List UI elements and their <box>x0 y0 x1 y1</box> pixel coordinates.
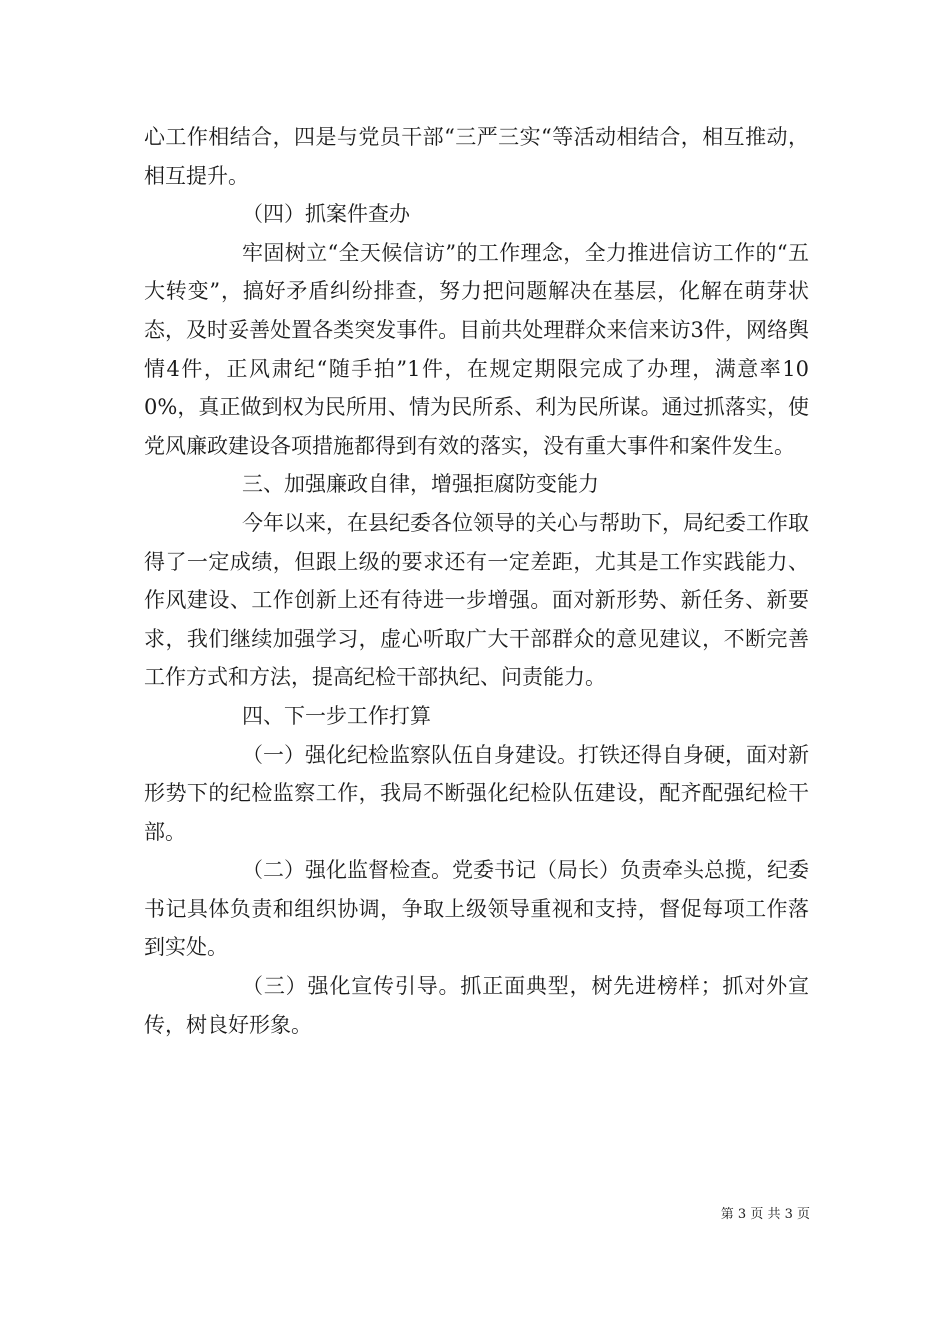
paragraph-next-step-1: （一）强化纪检监察队伍自身建设。打铁还得自身硬，面对新形势下的纪检监察工作，我局不断强化纪检队伍建设，配齐配强纪检干部。 <box>144 742 809 844</box>
paragraph-self-discipline: 今年以来，在县纪委各位领导的关心与帮助下，局纪委工作取得了一定成绩，但跟上级的要求还有一定差距，尤其是工作实践能力、作风建设、工作创新上还有待进一步增强。面对新形势、新任务、新要求，我们继续加强学习，虚心听取广大干部群众的意见建议，不断完善工作方式和方法，提高纪检干部执纪、问责能力。 <box>144 510 809 690</box>
paragraph-continuation: 心工作相结合，四是与党员干部“三严三实“等活动相结合，相互推动，相互提升。 <box>144 125 809 188</box>
section-heading-case-handling: （四）抓案件查办 <box>242 202 410 227</box>
paragraph-petition-work: 牢固树立“全天候信访”的工作理念，全力推进信访工作的“五大转变”，搞好矛盾纠纷排查，努力把问题解决在基层，化解在萌芽状态，及时妥善处置各类突发事件。目前共处理群众来信来访3件，网络舆情4件，正风肃纪“随手拍”1件，在规定期限完成了办理，满意率100%，真正做到权为民所用、情为民所系、利为民所谋。通过抓落实，使党风廉政建设各项措施都得到有效的落实，没有重大事件和案件发生。 <box>144 240 809 458</box>
paragraph-next-step-3: （三）强化宣传引导。抓正面典型，树先进榜样；抓对外宣传，树良好形象。 <box>144 974 809 1037</box>
section-heading-next-steps: 四、下一步工作打算 <box>242 703 431 728</box>
paragraph-next-step-2: （二）强化监督检查。党委书记（局长）负责牵头总揽，纪委书记具体负责和组织协调，争取上级领导重视和支持，督促每项工作落到实处。 <box>144 858 809 960</box>
document-body <box>144 118 809 1044</box>
section-heading-self-discipline: 三、加强廉政自律，增强拒腐防变能力 <box>242 472 599 497</box>
page-number-footer: 第 3 页 共 3 页 <box>720 1207 810 1222</box>
